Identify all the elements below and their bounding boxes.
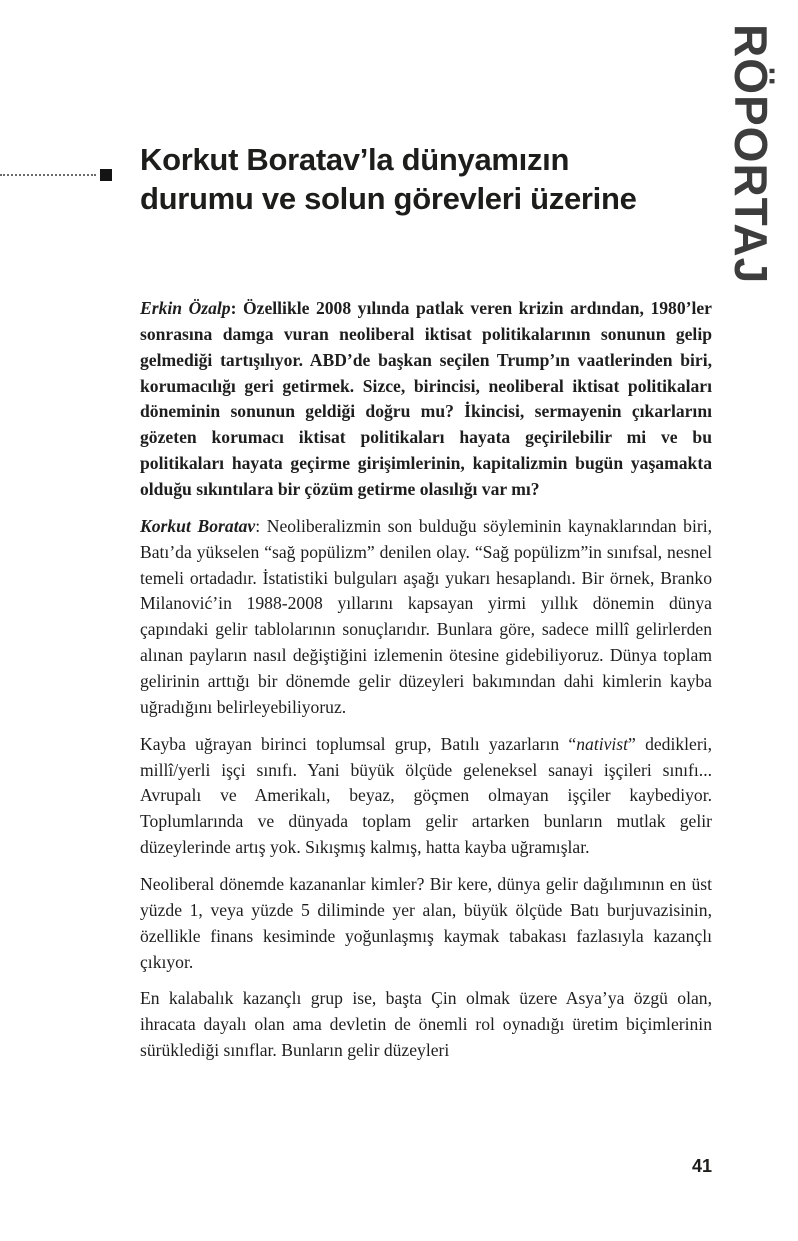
- section-label-vertical: RÖPORTAJ: [725, 24, 777, 285]
- text-run: ” dedikleri, millî/yerli işçi sınıfı. Yani büyük ölçüde geleneksel sanayi işçileri sınıfı... Avrupalı ve Amerikalı, beyaz, göçmen olmayan işçiler kaybediyor. Toplumlarında ve dünyada toplam gelir artarken bunların mutlak gelir düzeylerinde artış yok. Sıkışmış kalmış, hatta kayba uğramışlar.: [140, 733, 712, 858]
- text-run: : Neoliberalizmin son bulduğu söyleminin kaynaklarından biri, Batı’da yükselen “sağ popülizm” denilen olay. “Sağ popülizm”in sınıfsal, nesnel temeli ortadadır. İstatistiki bulguları aşağı yukarı hesaplandı. Bir örnek, Branko Milanović’in 1988-2008 yıllarını kapsayan yirmi yıllık dönemin dünya çapındaki gelir tablolarının sonuçlarıdır. Bunlara göre, sadece millî gelirlerden alınan payların nasıl değiştiğini izlemenin ötesine gidebiliyoruz. Dünya toplam gelirinin arttığı bir dönemde gelir düzeyleri bakımından dahi kimlerin kayba uğradığını belirleyebiliyoruz.: [140, 515, 712, 717]
- answer-paragraph: [140, 514, 712, 721]
- square-bullet-icon: [100, 169, 112, 181]
- title-marker: [0, 168, 112, 182]
- text-run: : Özellikle 2008 yılında patlak veren krizin ardından, 1980’ler sonrasına damga vuran neoliberal iktisat politikalarının sonunun gelip gelmediği tartışılıyor. ABD’de başkan seçilen Trump’ın vaatlerinden biri, korumacılığı geri getirmek. Sizce, birincisi, neoliberal iktisat politikaları döneminin sonunun geldiği doğru mu? İkincisi, sermayenin çıkarlarını gözeten korumacı iktisat politikaları hayata geçirilebilir mi ve bu politikaları hayata geçirme girişimlerinin, kapitalizmin bugün yaşamakta olduğu sıkıntılara bir çözüm getirme olasılığı var mı?: [140, 298, 712, 500]
- answer-paragraph: [140, 732, 712, 861]
- answer-paragraph: [140, 872, 712, 975]
- article-body: [140, 296, 712, 1075]
- text-run: En kalabalık kazançlı grup ise, başta Çin olmak üzere Asya’ya özgü olan, ihracata dayalı olan ama devletin de önemli rol oynadığı üretim biçimlerinin sürüklediği sınıflar. Bunların gelir düzeyleri: [140, 988, 712, 1061]
- answer-paragraph: [140, 986, 712, 1064]
- text-run: Korkut Boratav: [140, 515, 256, 536]
- text-run: Kayba uğrayan birinci toplumsal grup, Batılı yazarların “: [140, 733, 577, 754]
- page-number: 41: [691, 1156, 712, 1176]
- text-run: Neoliberal dönemde kazananlar kimler? Bir kere, dünya gelir dağılımının en üst yüzde 1, veya yüzde 5 diliminde yer alan, büyük ölçüde Batı burjuvazisinin, özellikle finans kesiminde yoğunlaşmış kaymak tabakası fazlasıyla kazançlı çıkıyor.: [140, 874, 712, 972]
- text-run: nativist: [576, 733, 629, 754]
- question-paragraph: [140, 296, 712, 503]
- text-run: Erkin Özalp: [140, 298, 231, 318]
- dotted-leader-line: [0, 174, 96, 176]
- article-title: Korkut Boratav’la dünyamızın durumu ve solun görevleri üzerine: [140, 142, 637, 216]
